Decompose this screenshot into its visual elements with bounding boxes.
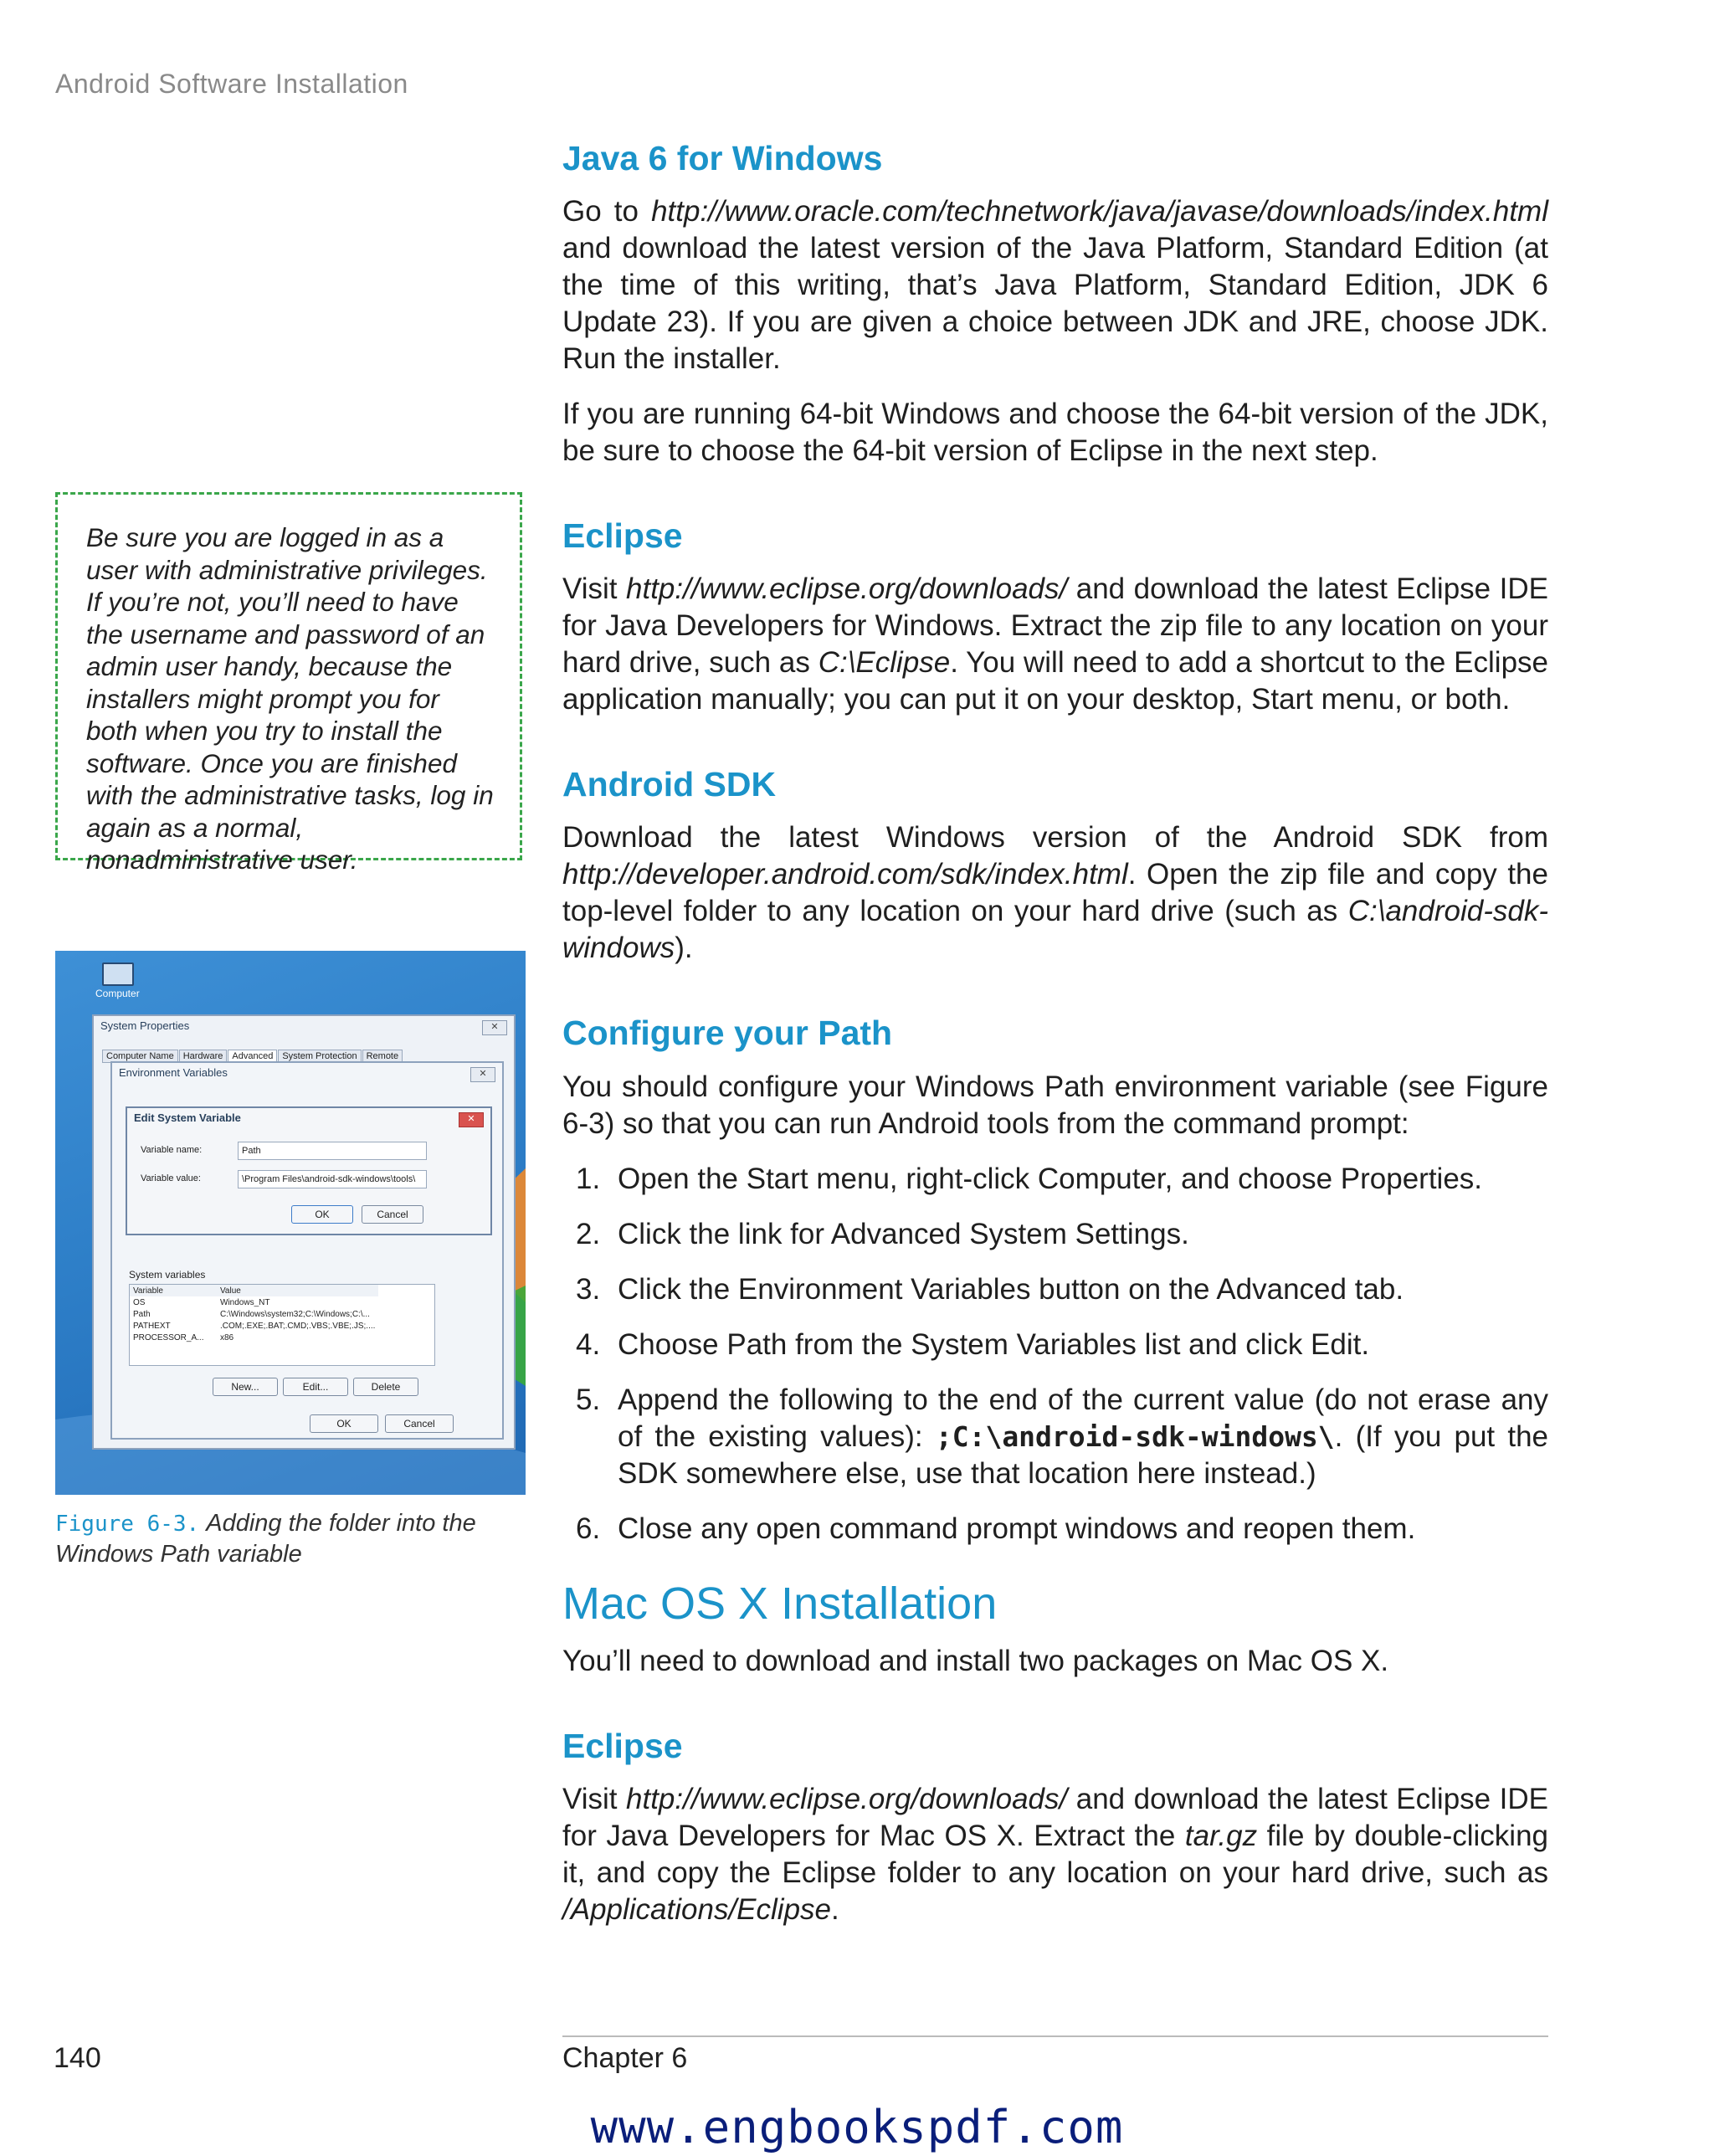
delete-variable-button[interactable]: Delete [353, 1378, 418, 1396]
text-run: and download the latest Eclipse IDE for Java Developers for Mac OS X. Extract the [562, 1782, 1548, 1852]
column-header-variable: Variable [133, 1286, 163, 1296]
step-text: . (If you put the SDK somewhere else, use that location here instead.) [618, 1419, 1549, 1490]
tab-computer-name[interactable]: Computer Name [102, 1050, 178, 1063]
cancel-button[interactable]: Cancel [362, 1205, 423, 1224]
step-number: 4. [576, 1327, 601, 1361]
close-icon[interactable]: ✕ [459, 1112, 484, 1127]
cancel-button[interactable]: Cancel [385, 1414, 454, 1433]
ok-button[interactable]: OK [291, 1205, 353, 1224]
step-text: Append the following to the end of the current value (do not erase any of the existing values): [618, 1383, 1548, 1453]
step-number: 2. [576, 1217, 601, 1250]
variable-value-input[interactable]: \Program Files\android-sdk-windows\tools\ [238, 1170, 427, 1188]
main-column [562, 139, 1548, 1947]
figure-label: Figure 6-3. [55, 1512, 200, 1537]
step-text: Choose Path from the System Variables list and click Edit. [618, 1327, 1370, 1361]
text-run: file by double-clicking it, and copy the Eclipse folder to any location on your hard drive, such as [562, 1819, 1548, 1889]
edit-variable-button[interactable]: Edit... [283, 1378, 348, 1396]
close-icon[interactable]: ✕ [470, 1067, 495, 1082]
variable-value-cell: C:\Windows\system32;C:\Windows;C:\... [220, 1309, 370, 1319]
desktop-icon-label[interactable]: Computer [95, 988, 140, 999]
text-run: Visit [562, 1782, 626, 1815]
step-text: Click the link for Advanced System Settings. [618, 1217, 1189, 1250]
system-variables-label: System variables [129, 1269, 206, 1281]
section-heading-eclipse-mac: Eclipse [562, 1726, 683, 1765]
list-item [562, 1271, 1548, 1308]
tab-remote[interactable]: Remote [362, 1050, 403, 1063]
list-item [562, 1511, 1548, 1548]
chapter-label: Chapter 6 [562, 2042, 688, 2074]
system-properties-title: System Properties [100, 1019, 190, 1032]
environment-variables-title: Environment Variables [119, 1066, 228, 1079]
variable-name-label: Variable name: [141, 1145, 203, 1155]
sidebar-note [55, 492, 522, 875]
running-head: Android Software Installation [55, 69, 408, 99]
variable-name-cell: Path [133, 1309, 151, 1319]
variable-name-input[interactable]: Path [238, 1142, 427, 1160]
text-run: Visit [562, 572, 626, 606]
mac-intro-paragraph: You’ll need to download and install two packages on Mac OS X. [562, 1644, 1389, 1677]
variable-name-cell: PROCESSOR_A... [133, 1332, 204, 1342]
table-row[interactable] [130, 1332, 378, 1343]
variable-name-cell: PATHEXT [133, 1321, 171, 1331]
text-run: . You will need to add a shortcut to the Eclipse application manually; you can put it on your desktop, Start menu, or both. [562, 646, 1548, 716]
new-variable-button[interactable]: New... [213, 1378, 278, 1396]
android-sdk-link[interactable]: http://developer.android.com/sdk/index.html [562, 858, 1128, 891]
text-run: and download the latest Eclipse IDE for Java Developers for Windows. Extract the zip file to any location on your hard drive, such as [562, 572, 1548, 680]
java-paragraph-2: If you are running 64-bit Windows and choose the 64-bit version of the JDK, be sure to choose the 64-bit version of Eclipse in the next step. [562, 398, 1548, 468]
text-run: and download the latest version of the Java Platform, Standard Edition (at the time of this writing, that’s Java Platform, Standard Edition, JDK 6 Update 23). If you are given a choice between JDK and JRE, choose JDK. Run the installer. [562, 232, 1548, 376]
edit-system-variable-dialog [126, 1106, 492, 1235]
java-paragraph-1 [562, 193, 1548, 377]
system-variables-list[interactable] [129, 1284, 435, 1366]
section-heading-mac-os-x: Mac OS X Installation [562, 1578, 998, 1629]
section-heading-configure-path: Configure your Path [562, 1014, 893, 1053]
configure-path-intro: You should configure your Windows Path environment variable (see Figure 6-3) so that you can run Android tools from the command prompt: [562, 1070, 1548, 1140]
list-item [562, 1327, 1548, 1363]
ok-button[interactable]: OK [310, 1414, 378, 1433]
page-number: 140 [54, 2042, 101, 2074]
footer-divider [562, 2035, 1548, 2037]
step-text: Open the Start menu, right-click Computer, and choose Properties. [618, 1162, 1483, 1195]
java-download-link[interactable]: http://www.oracle.com/technetwork/java/javase/downloads/index.html [651, 195, 1548, 228]
close-icon[interactable]: ✕ [482, 1020, 507, 1035]
list-item [562, 1161, 1548, 1198]
path-code-snippet: ;C:\android-sdk-windows\ [935, 1419, 1335, 1453]
android-sdk-paragraph [562, 819, 1548, 967]
path-steps-list [562, 1161, 1548, 1548]
tab-hardware[interactable]: Hardware [179, 1050, 228, 1063]
sidebar-note-text: Be sure you are logged in as a user with administrative privileges. If you’re not, you’ll need to have the username and password of an admin user handy, because the installers might prompt you for both when you try to install the software. Once you are finished with the administrative tasks, log in again as a normal, nonadministrative user. [86, 522, 494, 875]
variables-table [130, 1285, 378, 1343]
step-number: 1. [576, 1162, 601, 1195]
variable-name-cell: OS [133, 1297, 146, 1307]
eclipse-mac-paragraph [562, 1781, 1548, 1928]
eclipse-windows-paragraph [562, 571, 1548, 718]
text-run: . [831, 1892, 839, 1926]
list-item [562, 1382, 1548, 1492]
table-row[interactable] [130, 1308, 378, 1320]
text-run: ). [675, 932, 693, 965]
eclipse-path: C:\Eclipse [818, 646, 951, 680]
eclipse-download-link[interactable]: http://www.eclipse.org/downloads/ [626, 572, 1068, 606]
step-text: Click the Environment Variables button on the Advanced tab. [618, 1272, 1404, 1306]
edit-system-variable-title: Edit System Variable [134, 1111, 241, 1124]
variable-value-label: Variable value: [141, 1173, 201, 1183]
step-number: 6. [576, 1512, 601, 1545]
variable-value-cell: x86 [220, 1332, 234, 1342]
android-sdk-path: C:\android-sdk-windows [562, 895, 1548, 965]
computer-icon[interactable] [102, 963, 134, 986]
variable-value-cell: .COM;.EXE;.BAT;.CMD;.VBS;.VBE;.JS;.... [220, 1321, 376, 1331]
tab-system-protection[interactable]: System Protection [278, 1050, 361, 1063]
column-header-value: Value [220, 1286, 241, 1296]
text-run: Go to [562, 195, 652, 228]
table-row[interactable] [130, 1296, 378, 1308]
eclipse-download-link[interactable]: http://www.eclipse.org/downloads/ [626, 1782, 1068, 1815]
text-run: Download the latest Windows version of the Android SDK from [562, 821, 1548, 855]
eclipse-mac-path: /Applications/Eclipse [562, 1892, 831, 1926]
step-text: Close any open command prompt windows and reopen them. [618, 1512, 1416, 1545]
list-item [562, 1216, 1548, 1253]
section-heading-android-sdk: Android SDK [562, 765, 777, 804]
section-heading-java: Java 6 for Windows [562, 139, 883, 177]
tab-advanced[interactable]: Advanced [228, 1050, 277, 1063]
archive-filename: tar.gz [1184, 1819, 1258, 1852]
variable-value-cell: Windows_NT [220, 1297, 270, 1307]
figure-screenshot [55, 951, 526, 1495]
step-number: 5. [576, 1383, 601, 1416]
table-row[interactable] [130, 1320, 378, 1332]
figure-caption [55, 1508, 524, 1569]
step-number: 3. [576, 1272, 601, 1306]
section-heading-eclipse-windows: Eclipse [562, 516, 683, 556]
figure-caption-text: Adding the folder into the Windows Path variable [55, 1510, 476, 1568]
text-run: . Open the zip file and copy the top-level folder to any location on your hard drive (such as [562, 858, 1548, 928]
watermark-url[interactable]: www.engbookspdf.com [590, 2101, 1124, 2153]
